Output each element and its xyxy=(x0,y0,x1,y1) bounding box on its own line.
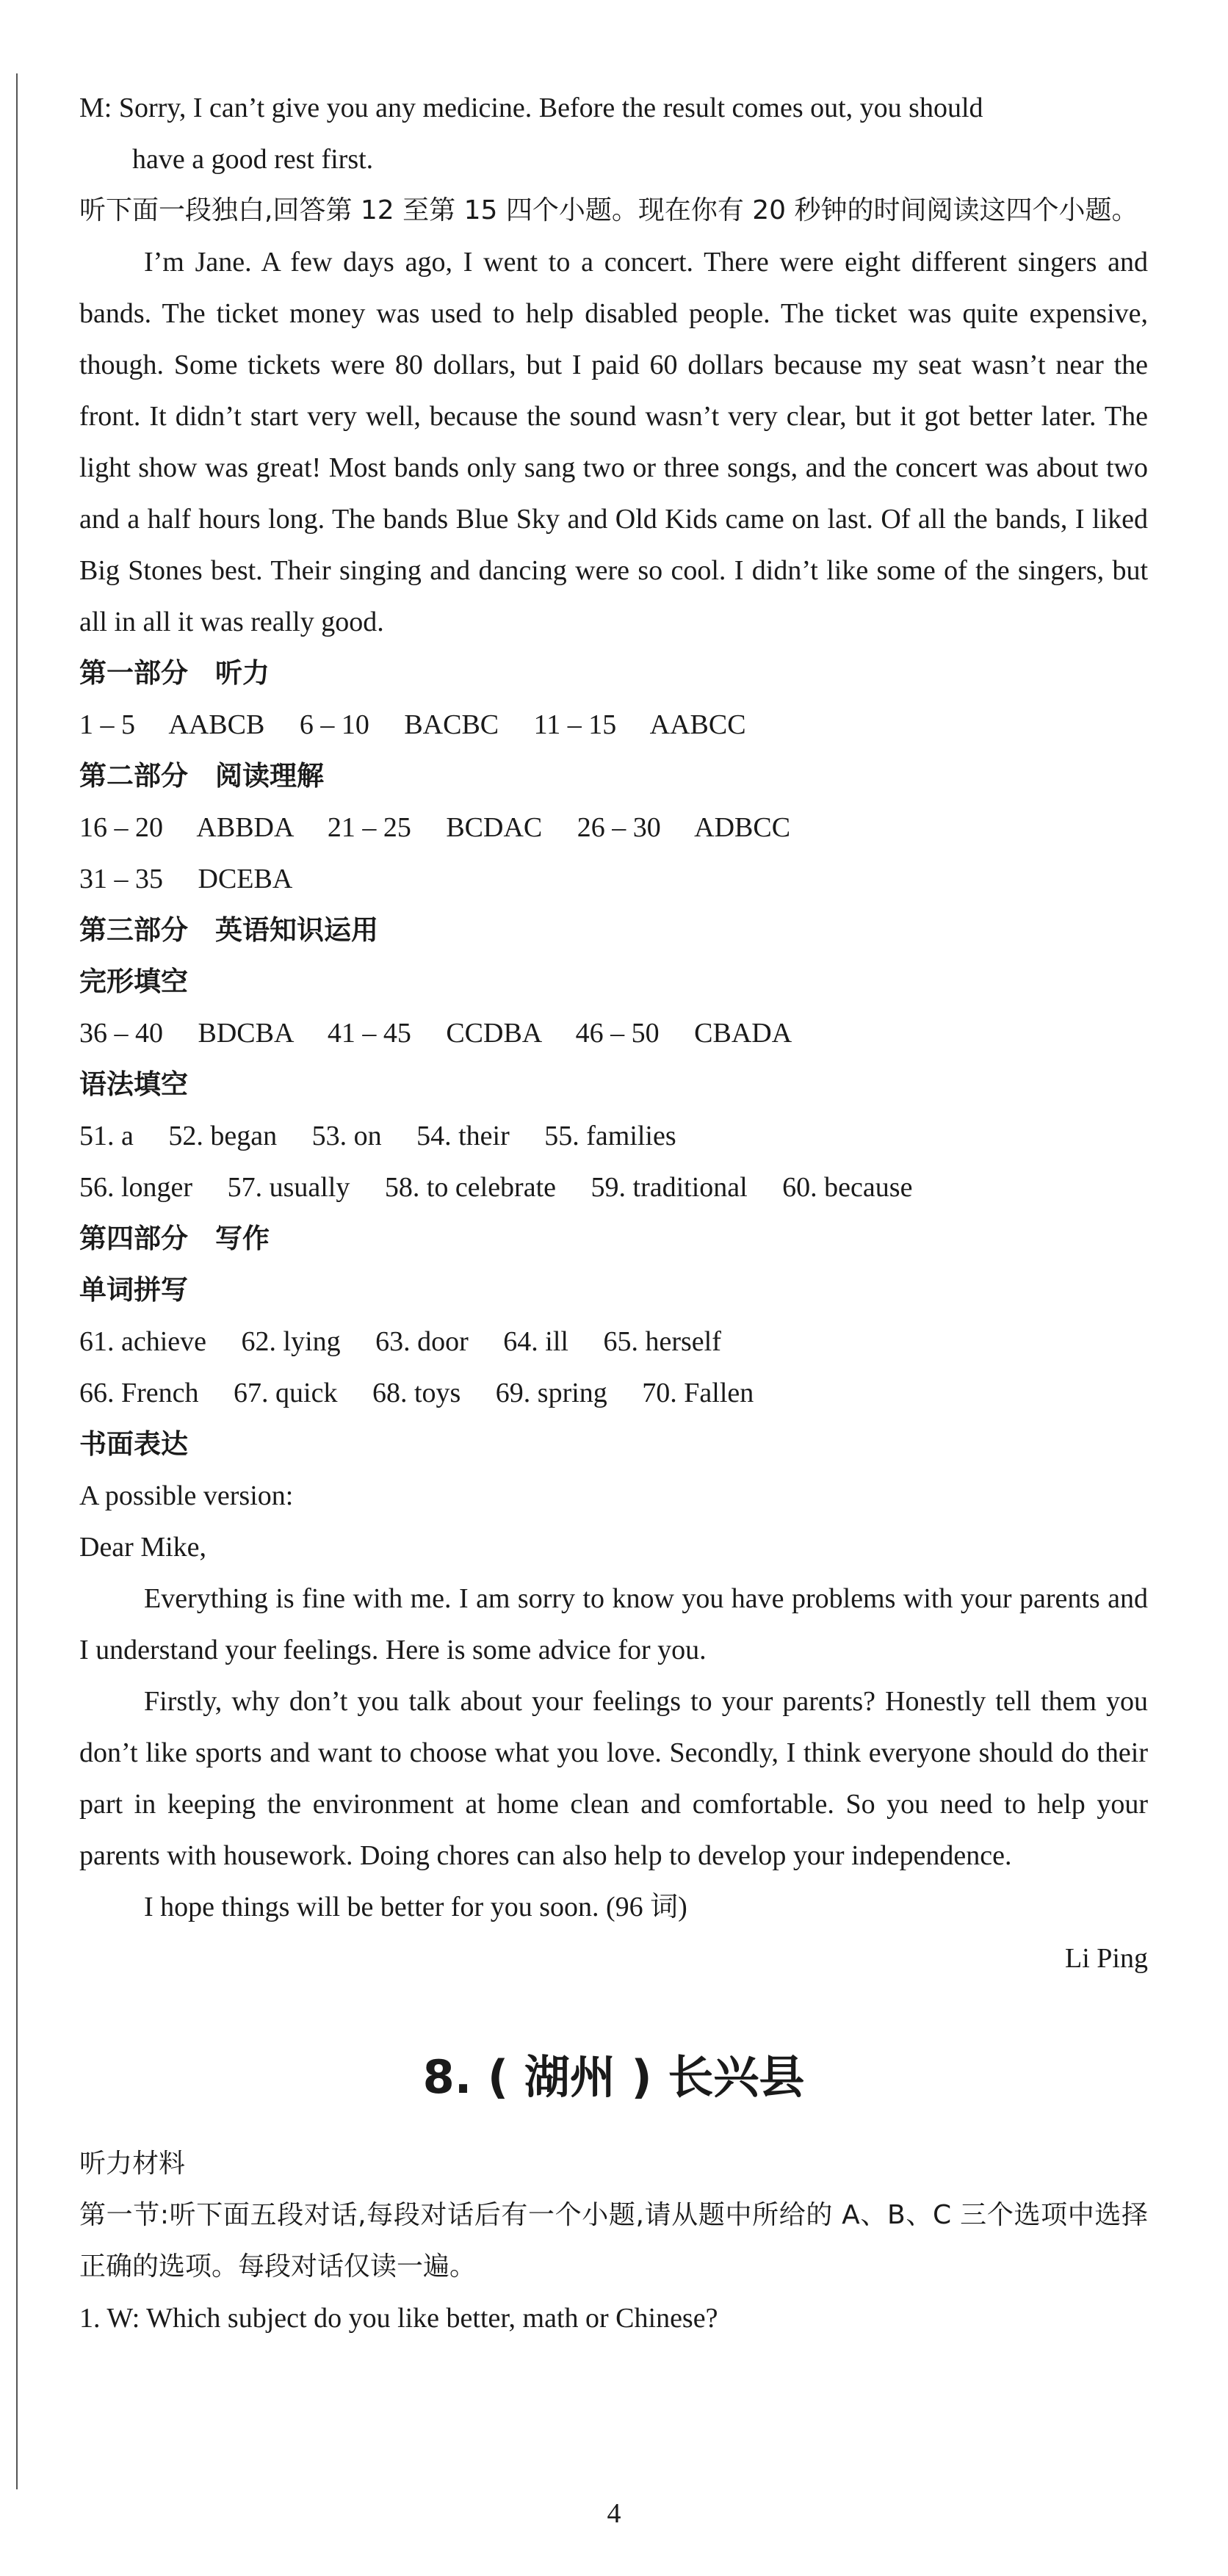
part2-heading: 第二部分 阅读理解 xyxy=(79,760,324,792)
part1-heading: 第一部分 听力 xyxy=(79,657,270,689)
grammar-answers-line1: 51. a 52. began 53. on 54. their 55. families xyxy=(79,1121,676,1151)
part4-heading: 第四部分 写作 xyxy=(79,1223,270,1254)
listening-material-label: 听力材料 xyxy=(79,2149,186,2179)
spelling-answers-line1: 61. achieve 62. lying 63. door 64. ill 65. herself xyxy=(79,1326,721,1357)
letter-salutation: Dear Mike, xyxy=(79,1532,207,1563)
monologue-text: I’m Jane. A few days ago, I went to a concert. There were eight different singers and bands. The ticket money was used to help disabled people. The ticket was quite expensive, though. Some tickets were 80 dollars, but I paid 60 dollars because my seat wasn’t near the front. It didn’t start very well, because the sound wasn’t very clear, but it got better later. The light show was great! Most bands only sang two or three songs, and the concert was about two and a half hours long. The bands Blue Sky and Old Kids came on last. Of all the bands, I liked Big Stones best. Their singing and dancing were so cool. I didn’t like some of the singers, but all in all it was really good. xyxy=(79,247,1148,637)
dialogue-line-continuation: have a good rest first. xyxy=(132,144,374,175)
grammar-heading: 语法填空 xyxy=(79,1068,188,1100)
letter-paragraph-1: Everything is fine with me. I am sorry to know you have problems with your parents and I understand your feelings. Here is some advice for you. xyxy=(79,1583,1148,1665)
part3-heading: 第三部分 英语知识运用 xyxy=(79,914,378,946)
monologue-instruction: 听下面一段独白,回答第 12 至第 15 四个小题。现在你有 20 秒钟的时间阅读这四个小题。 xyxy=(79,195,1138,225)
spelling-answers-line2: 66. French 67. quick 68. toys 69. spring 70. Fallen xyxy=(79,1378,754,1408)
letter-paragraph-3: I hope things will be better for you soon. (96 词) xyxy=(144,1892,687,1922)
page-content xyxy=(79,82,1148,2344)
part2-answers-line2: 31 – 35 DCEBA xyxy=(79,864,293,894)
part1-answers: 1 – 5 AABCB 6 – 10 BACBC 11 – 15 AABCC xyxy=(79,709,746,740)
grammar-answers-line2: 56. longer 57. usually 58. to celebrate 59. traditional 60. because xyxy=(79,1172,913,1203)
possible-version-label: A possible version: xyxy=(79,1480,294,1511)
cloze-answers: 36 – 40 BDCBA 41 – 45 CCDBA 46 – 50 CBADA xyxy=(79,1018,792,1049)
cloze-heading: 完形填空 xyxy=(79,966,188,997)
left-margin-rule xyxy=(16,73,18,2489)
question-1: 1. W: Which subject do you like better, math or Chinese? xyxy=(79,2303,718,2334)
page-number: 4 xyxy=(607,2498,621,2529)
section-title: 8. ( 湖州 ) 长兴县 xyxy=(422,2050,805,2104)
spelling-heading: 单词拼写 xyxy=(79,1274,188,1306)
part2-answers-line1: 16 – 20 ABBDA 21 – 25 BCDAC 26 – 30 ADBCC xyxy=(79,812,791,843)
letter-paragraph-2: Firstly, why don’t you talk about your feelings to your parents? Honestly tell them you don’t like sports and want to choose what you love. Secondly, I think everyone should do their part in keeping the environment at home clean and comfortable. So you need to help your parents with housework. Doing chores can also help to develop your independence. xyxy=(79,1686,1148,1871)
letter-signature: Li Ping xyxy=(1065,1943,1148,1974)
dialogue-line: M: Sorry, I can’t give you any medicine. Before the result comes out, you should xyxy=(79,93,983,123)
writing-heading: 书面表达 xyxy=(79,1428,188,1460)
section-instruction: 第一节:听下面五段对话,每段对话后有一个小题,请从题中所给的 A、B、C 三个选项中选择正确的选项。每段对话仅读一遍。 xyxy=(79,2200,1148,2282)
